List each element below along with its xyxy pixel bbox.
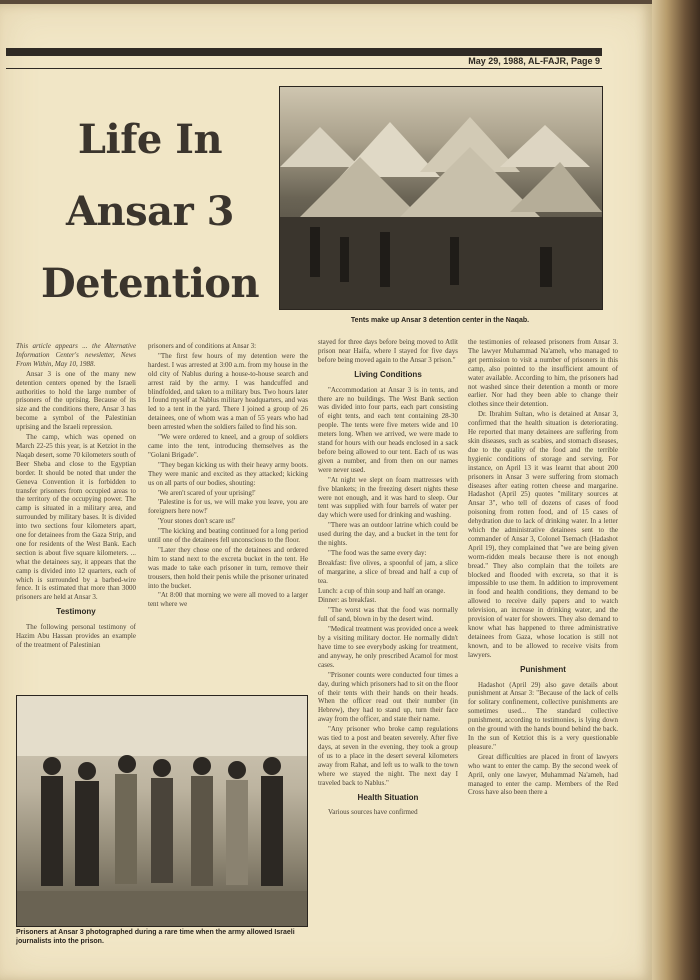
article-column-3 xyxy=(318,338,458,938)
paragraph: "Accommodation at Ansar 3 is in tents, and there are no buildings. The West Bank section was divided into four parts, each part consisting of eight tents, and each tent containing 28-30 people. The tents were five meters wide and 10 meters long. When we arrived, we were made to stand for hours with our heads enclosed in a sack before being allowed to our tent. Each of us was given a number, and from then on our names were never used. xyxy=(318,385,458,474)
paragraph: Dr. Ibrahim Sultan, who is detained at Ansar 3, confirmed that the health situation is deteriorating. He reported that many detainees are suffering from skin diseases, such as scabies, and stomach diseases, due to the quality of the food and the terrible hygienic conditions of storage and serving. For instance, on April 13 it was learnt that about 200 prisoners in Ansar 3 were suffering from stomach diseases after eating rotten cheese and margarine. Hadashot (April 25) quotes "military sources at Ansar 3", who tell of dozens of cases of food poisoning from rotten food, and of 15 cases of dehydration due to lack of drinking water. In a letter which the administrative detainees sent to the commander of Ansar 3, Colonel Tsemach (Hadashot April 19), they complained that "we are being given worm-ridden meals because there is not enough bread." They also complain that the toilets are blocked and flooded with excreta, so that it is impossible to use them. In addition to improvement in food and health conditions, they demand to be allowed to receive daily papers and to watch television, an increase in drinking water, and the provision of water for showers. They also demand to know what has happened to three administrative detainees from Gaza, whose location is still not known, and to be allowed to receive visits from lawyers. xyxy=(468,410,618,659)
tents-illustration xyxy=(280,87,602,309)
top-rule xyxy=(6,48,602,56)
section-heading-health: Health Situation xyxy=(357,792,419,802)
article-column-4 xyxy=(468,338,618,918)
paragraph: "They began kicking us with their heavy army boots. They were manic and excited as they attacked; kicking us on all parts of our bodies, shouting: xyxy=(148,460,308,487)
paragraph: "We were ordered to kneel, and a group of soldiers came into the tent, introducing themselves as the "Golani Brigade". xyxy=(148,433,308,459)
section-heading-living-conditions: Living Conditions xyxy=(354,369,422,379)
paragraph: stayed for three days before being moved to Atlit prison near Haifa, where I stayed for five days before being moved again to the Ansar 3 prison." xyxy=(318,338,458,364)
paragraph: "At night we slept on foam mattresses with five blankets; in the freezing desert nights these were not enough, and it was hard to sleep. Our tent was supplied with four barrels of water per day which were used for drinking and washing. xyxy=(318,475,458,520)
prisoners-photo xyxy=(16,695,308,927)
paragraph: "At 8:00 that morning we were all moved to a larger tent where we xyxy=(148,591,308,609)
tents-photo-caption: Tents make up Ansar 3 detention center in the Naqab. xyxy=(350,317,530,324)
prisoners-illustration xyxy=(17,696,307,926)
article-intro: This article appears ... the Alternative Information Center's newsletter, News From Within, May 10, 1988. xyxy=(16,342,136,368)
paragraph: The camp, which was opened on March 22-25 this year, is at Ketziot in the Naqab desert, some 70 kilometers south of Beer Sheba and close to the Egyptian border. It should be noted that under the Geneva Convention it is forbidden to transfer prisoners from occupied areas to the territory of the occupying power. The camp is situated in a military area, and surrounded by military bases. It is divided into two sections four kilometers apart, one for detainees from the Gaza Strip, and one for residents of the West Bank. Each section is about five square kilometers. ... what the detainees say, it appears that the camp is divided into 12 quarters, each of which is surrounded by a barbed-wire fence. It is estimated that more than 3000 prisoners are held at Ansar 3. xyxy=(16,433,136,602)
paragraph: the testimonies of released prisoners from Ansar 3. The lawyer Muhammad Na'ameh, who managed to get permission to visit a number of prisoners in this camp, also pointed to the insufficient amount of water available. According to him, the prisoners had not washed since their detention a month or more earlier. Nor had they been able to change their clothes since their detention. xyxy=(468,338,618,409)
paragraph: 'Your stones don't scare us!' xyxy=(158,517,236,526)
paragraph: Various sources have confirmed xyxy=(328,808,418,817)
paragraph: "Any prisoner who broke camp regulations was tied to a post and beaten severely. After five days, at seven in the evening, they took a group of us to a place in the desert several kilometers away from Rahat, and left us to walk to the town where we stayed the night. The next day I traveled back to Nablus." xyxy=(318,725,458,787)
paragraph: Hadashot (April 29) also gave details about punishment at Ansar 3: "Because of the lack of cells for solitary confinement, collective punishments are sometimes used... The standard collective punishment, according to testimonies, is lying down on the ground with the hands bound behind the back. In the sun of Ketziot this is a very questionable pleasure." xyxy=(468,680,618,751)
paragraph: Lunch: a cup of thin soup and half an orange. xyxy=(318,586,446,595)
header-rule xyxy=(6,68,602,69)
section-heading-punishment: Punishment xyxy=(520,664,566,674)
paragraph: "The worst was that the food was normally full of sand, blown in by the desert wind. xyxy=(318,606,458,624)
section-heading-testimony: Testimony xyxy=(56,607,96,617)
paragraph: Dinner: as breakfast. xyxy=(318,596,377,605)
page-binding-edge xyxy=(652,0,700,980)
paragraph: Ansar 3 is one of the many new detention centers opened by the Israeli authorities to hold the large number of prisoners of the uprising. Because of its size and the conditions there, Ansar 3 has become a symbol of the Palestinian uprising and the Israeli repression. xyxy=(16,369,136,432)
article-headline xyxy=(40,104,260,320)
paragraph: "The kicking and beating continued for a long period until one of the detainees fell unconscious to the floor. xyxy=(148,527,308,545)
paragraph: 'We aren't scared of your uprising!' xyxy=(158,488,256,497)
paragraph: "Later they chose one of the detainees and ordered him to stand next to the excreta bucket in the tent. He was made to take each prisoner in turn, remove their trousers, then hold their penis while the prisoner urinated into the bucket. xyxy=(148,545,308,590)
page-dateline: May 29, 1988, AL-FAJR, Page 9 xyxy=(468,56,600,66)
paragraph: "The first few hours of my detention were the hardest. I was arrested at 3:00 a.m. from my house in the old city of Nablus during a house-to-house search and arrest raid by the army. I was handcuffed and blindfolded, and taken to a military bus. Two hours later I found myself at Nablus military headquarters, and was led to a tent in the yard. There I joined a group of 26 detainees, one of whom was a man of 55 years who had been arrested when the soldiers failed to find his son. xyxy=(148,351,308,432)
article-column-1 xyxy=(16,342,136,684)
headline-line-3: Detention xyxy=(40,260,260,307)
newspaper-page xyxy=(0,4,652,980)
paragraph: Breakfast: five olives, a spoonful of jam, a slice of margarine, a slice of bread and half a cup of tea. xyxy=(318,558,458,585)
paragraph: "The food was the same every day: xyxy=(328,548,427,557)
paragraph: prisoners and of conditions at Ansar 3: xyxy=(148,342,257,350)
paragraph: "Medical treatment was provided once a week by a visiting military doctor. He normally didn't have time to see everybody asking for treatment, and anyway, he only prescribed Acamol for most cases. xyxy=(318,625,458,669)
paragraph: The following personal testimony of Hazim Abu Hassan provides an example of the treatment of Palestinian xyxy=(16,623,136,649)
headline-line-1: Life In xyxy=(77,116,223,163)
headline-line-2: Ansar 3 xyxy=(66,188,234,235)
article-column-2 xyxy=(148,342,308,686)
paragraph: "Prisoner counts were conducted four times a day, during which prisoners had to sit on the floor of their tents with their hands on their heads. When the officer read out their number (in Hebrew), they had to stand up, turn their face away from the officer, and state their name. xyxy=(318,670,458,724)
tents-photo xyxy=(279,86,603,310)
paragraph: "There was an outdoor latrine which could be used during the day, and a bucket in the tent for the nights. xyxy=(318,521,458,548)
paragraph: Great difficulties are placed in front of lawyers who want to enter the camp. By the second week of April, only one lawyer, Muhammad Na'ameh, had managed to enter the camp. Members of the Red Cross have also been there a xyxy=(468,752,618,797)
paragraph: 'Palestine is for us, we will make you leave, you are foreigners here now!' xyxy=(148,498,308,516)
prisoners-photo-caption: Prisoners at Ansar 3 photographed during a rare time when the army allowed Israeli journalists into the prison. xyxy=(16,929,295,945)
